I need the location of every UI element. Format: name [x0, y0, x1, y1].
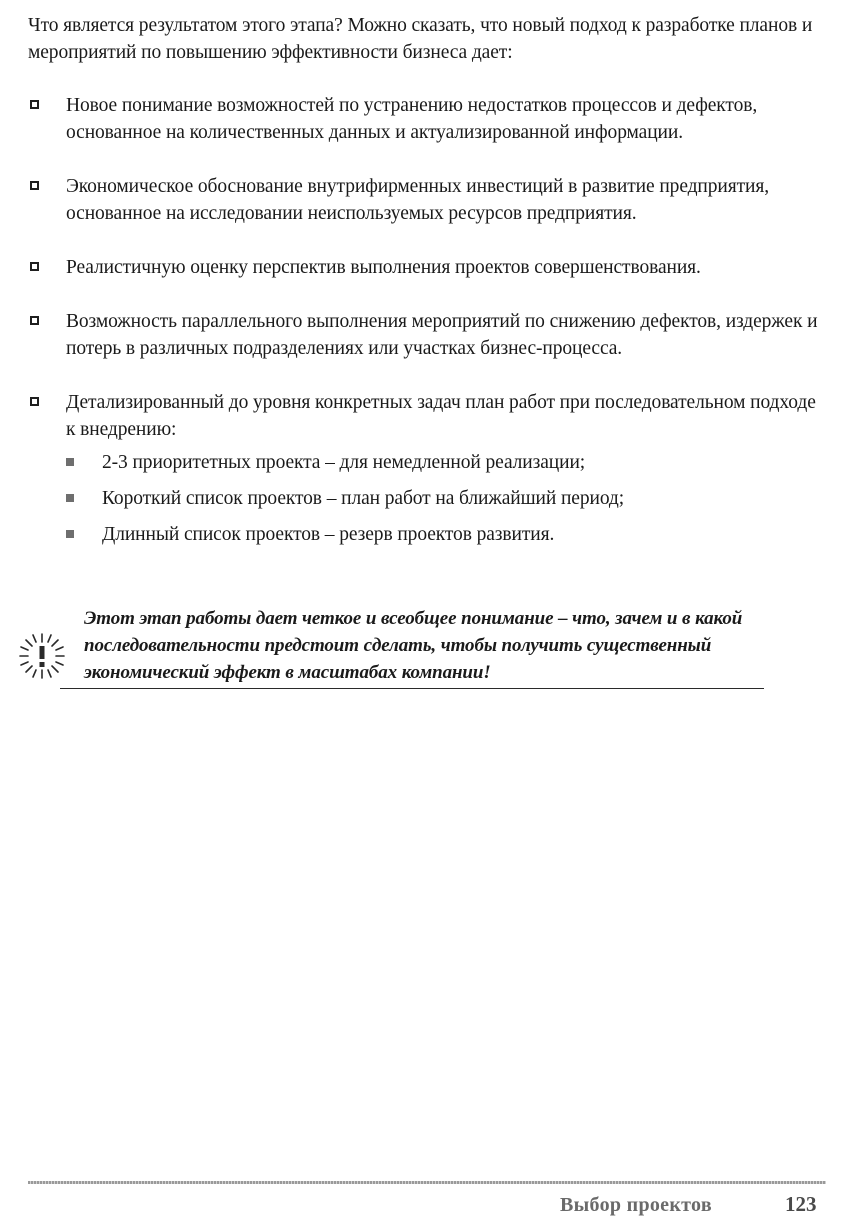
- intro-paragraph: Что является результатом этого этапа? Можно сказать, что новый подход к разработке планов и мероприятий по повышению эффективности бизнеса дает:: [28, 15, 813, 63]
- list-item: [66, 173, 826, 227]
- list-item: [66, 254, 826, 281]
- sub-list-item: [102, 449, 826, 476]
- footer-divider: [28, 1181, 826, 1184]
- filled-square-bullet-icon: [66, 494, 74, 502]
- idea-burst-icon: [16, 630, 68, 682]
- list-item: [66, 308, 826, 362]
- sub-list-item-text: Длинный список проектов – резерв проектов развития.: [102, 524, 555, 545]
- hollow-square-bullet-icon: [30, 181, 39, 190]
- list-item: [66, 92, 826, 146]
- page-number: 123: [785, 1192, 817, 1216]
- hollow-square-bullet-icon: [30, 397, 39, 406]
- list-item: [66, 389, 826, 548]
- list-item-text: Возможность параллельного выполнения мероприятий по снижению дефектов, издержек и потерь в различных подразделениях или участках бизнес-процесса.: [66, 311, 818, 359]
- list-item-text: Детализированный до уровня конкретных задач план работ при последовательном подходе к внедрению:: [66, 392, 816, 440]
- filled-square-bullet-icon: [66, 530, 74, 538]
- hollow-square-bullet-icon: [30, 100, 39, 109]
- running-footer-title: Выбор проектов: [560, 1194, 712, 1216]
- sub-list-item-text: 2-3 приоритетных проекта – для немедленной реализации;: [102, 452, 586, 473]
- bullet-list: [0, 92, 851, 557]
- list-item-text: Экономическое обоснование внутрифирменных инвестиций в развитие предприятия, основанное на исследовании неиспользуемых ресурсов предприятия.: [66, 176, 770, 224]
- callout-underline-divider: [60, 688, 764, 689]
- filled-square-bullet-icon: [66, 458, 74, 466]
- sub-list-item-text: Короткий список проектов – план работ на ближайший период;: [102, 488, 625, 509]
- sub-list-item: [102, 485, 826, 512]
- hollow-square-bullet-icon: [30, 316, 39, 325]
- sub-bullet-list: [66, 449, 826, 548]
- key-takeaway-callout: Этот этап работы дает четкое и всеобщее понимание – что, зачем и в какой последовательности предстоит сделать, чтобы получить существенный экономический эффект в масштабах компании!: [84, 608, 743, 683]
- list-item-text: Новое понимание возможностей по устранению недостатков процессов и дефектов, основанное на количественных данных и актуализированной информации.: [66, 95, 758, 143]
- sub-list-item: [102, 521, 826, 548]
- list-item-text: Реалистичную оценку перспектив выполнения проектов совершенствования.: [66, 257, 701, 278]
- hollow-square-bullet-icon: [30, 262, 39, 271]
